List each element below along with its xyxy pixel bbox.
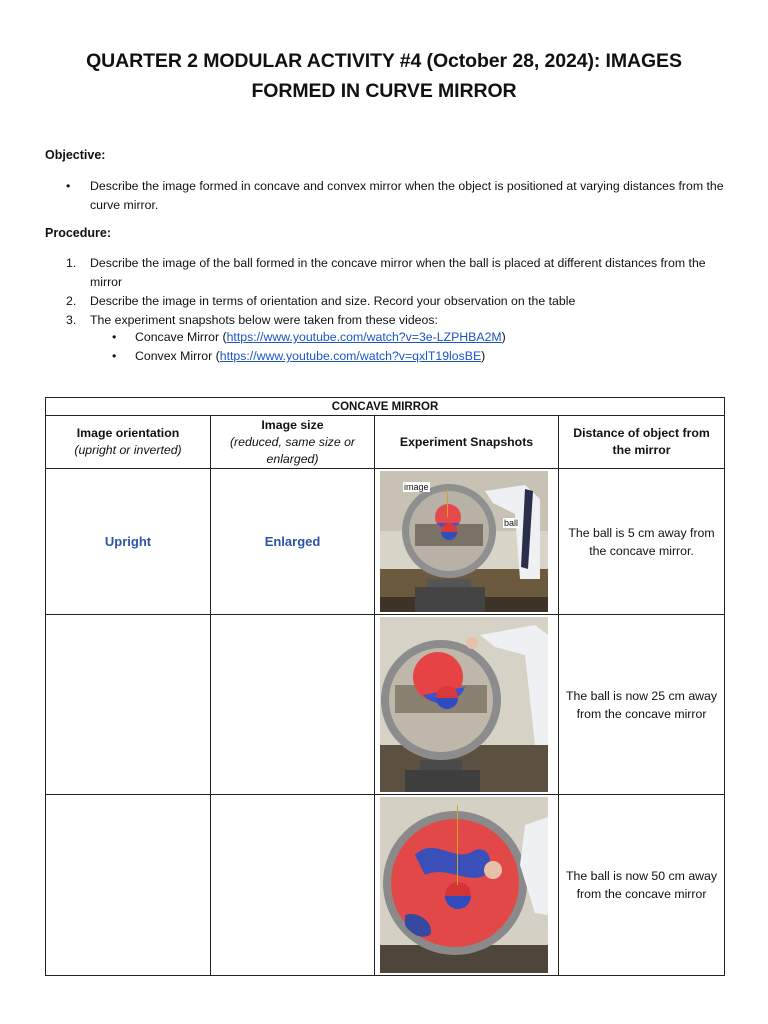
snapshot-label-ball: ball [504,518,519,528]
size-cell[interactable] [211,615,375,795]
objective-heading: Objective: [45,148,106,162]
title-line-2: FORMED IN CURVE MIRROR [251,80,517,102]
page-title [40,46,728,106]
header-size-hint: (reduced, same size or enlarged) [229,434,356,466]
header-distance: Distance of object from the mirror [559,416,725,469]
snapshot-image-3 [375,795,559,975]
snapshot-cell [375,469,559,615]
size-cell[interactable] [211,795,375,976]
orientation-cell[interactable] [46,795,211,976]
orientation-cell[interactable]: Upright [46,469,211,615]
header-orientation [46,416,211,469]
header-orientation-label: Image orientation [76,426,180,440]
step-number: 3. [66,313,77,327]
bullet-dot: • [112,349,117,363]
procedure-heading: Procedure: [45,226,111,240]
procedure-step [66,254,726,291]
header-orientation-hint: (upright or inverted) [74,443,182,457]
step-text: Describe the image of the ball formed in the concave mirror when the ball is placed at different distances from the mirror [90,256,706,289]
distance-cell: The ball is now 50 cm away from the concave mirror [559,795,725,976]
step-text: Describe the image in terms of orientation and size. Record your observation on the table [90,294,576,308]
distance-cell: The ball is now 25 cm away from the concave mirror [559,615,725,795]
orientation-cell[interactable] [46,615,211,795]
distance-cell: The ball is 5 cm away from the concave mirror. [559,469,725,615]
table-row [46,615,725,795]
size-cell[interactable]: Enlarged [211,469,375,615]
snapshot-label-image: image [404,482,429,492]
objective-bullet [66,177,726,214]
snapshot-cell [375,795,559,976]
procedure-step [66,292,726,311]
video-suffix: ) [481,349,486,363]
snapshot-cell [375,615,559,795]
table-caption: CONCAVE MIRROR [46,398,725,416]
title-line-1: QUARTER 2 MODULAR ACTIVITY #4 (October 28, 2024): IMAGES [86,50,682,72]
video-suffix: ) [501,330,506,344]
step-text: The experiment snapshots below were taken from these videos: [90,313,438,327]
bullet-dot: • [66,179,71,193]
video-label: Convex Mirror ( [135,349,220,363]
header-size-label: Image size [261,417,324,432]
table-row [46,795,725,976]
video-item-concave [112,330,506,344]
convex-video-link[interactable]: https://www.youtube.com/watch?v=qxlT19losBE [219,349,482,363]
header-size [211,416,375,469]
video-item-convex [112,349,485,363]
procedure-step [66,311,726,330]
table-row [46,469,725,615]
step-number: 2. [66,294,77,308]
video-label: Concave Mirror ( [135,330,227,344]
header-snapshots: Experiment Snapshots [375,416,559,469]
objective-text: Describe the image formed in concave and convex mirror when the object is positioned at varying distances from the curve mirror. [90,179,724,212]
step-number: 1. [66,256,77,270]
concave-mirror-table [45,397,725,976]
concave-video-link[interactable]: https://www.youtube.com/watch?v=3e-LZPHBA2M [226,330,502,344]
bullet-dot: • [112,330,117,344]
snapshot-image-2 [375,615,559,794]
